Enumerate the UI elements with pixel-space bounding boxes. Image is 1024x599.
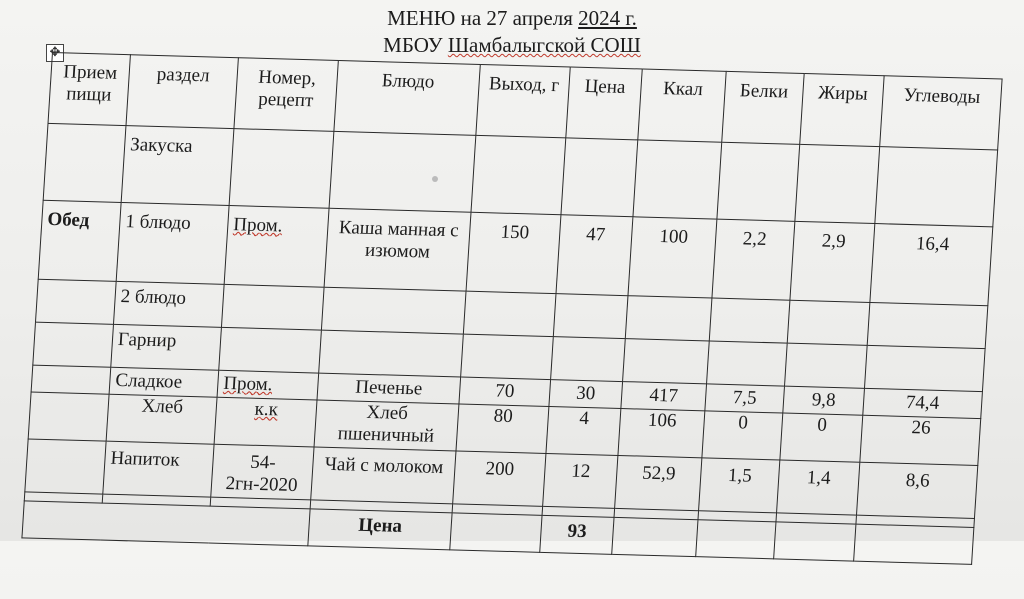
cell-kcal: 106 bbox=[618, 409, 705, 458]
menu-table bbox=[21, 52, 1002, 565]
cell-yield bbox=[450, 513, 542, 552]
cell-price: 12 bbox=[543, 453, 618, 508]
cell-recipe bbox=[219, 327, 322, 373]
cell-section: 2 блюдо bbox=[113, 281, 224, 327]
cell-price bbox=[561, 138, 638, 217]
cell-recipe bbox=[229, 129, 334, 209]
cell-fat bbox=[787, 300, 870, 345]
cell-meal bbox=[33, 322, 114, 367]
col-header-fat: Жиры bbox=[800, 74, 884, 147]
cell-carbs: 26 bbox=[860, 415, 981, 465]
total-label: Цена bbox=[308, 509, 452, 550]
cell-kcal: 100 bbox=[628, 217, 717, 298]
cell-section: Гарнир bbox=[111, 324, 222, 370]
col-header-yield: Выход, г bbox=[476, 64, 570, 137]
cell-section: Напиток bbox=[103, 441, 214, 497]
cell-fat: 0 bbox=[780, 413, 863, 462]
cell-recipe: Пром. bbox=[224, 206, 329, 288]
cell-fat bbox=[785, 343, 868, 388]
col-header-dish: Блюдо bbox=[334, 60, 480, 135]
school-title-prefix: МБОУ bbox=[383, 33, 448, 57]
cell-price: 4 bbox=[546, 407, 621, 456]
cell-dish: Хлеб пшеничный bbox=[314, 400, 459, 451]
cell-protein: 2,2 bbox=[712, 219, 795, 300]
cell-meal bbox=[28, 392, 109, 441]
cell-recipe: 54-2гн-2020 bbox=[211, 444, 314, 500]
cell-yield: 200 bbox=[453, 451, 546, 506]
cell-dish bbox=[329, 131, 476, 212]
cell-section: Хлеб bbox=[106, 394, 217, 444]
cell-kcal: 52,9 bbox=[615, 455, 702, 510]
cell-meal bbox=[25, 439, 106, 494]
cell-meal bbox=[43, 123, 126, 202]
cell-section: 1 блюдо bbox=[116, 202, 229, 284]
total-value: 93 bbox=[540, 515, 614, 554]
cell-fat bbox=[774, 522, 856, 561]
cell-kcal bbox=[623, 339, 710, 384]
cell-dish: Чай с молоком bbox=[311, 447, 456, 504]
cell-section: Закуска bbox=[121, 126, 234, 206]
cell-price bbox=[553, 294, 628, 339]
cell-yield bbox=[461, 334, 554, 379]
cell-protein: 0 bbox=[702, 411, 783, 460]
cell-yield: 70 bbox=[459, 377, 551, 406]
cell-yield bbox=[471, 135, 566, 214]
cell-protein bbox=[696, 520, 776, 559]
cell-recipe bbox=[221, 284, 324, 330]
cell-total-blank bbox=[22, 501, 310, 546]
cell-kcal bbox=[625, 296, 712, 341]
cell-dish: Печенье bbox=[317, 373, 461, 404]
cell-recipe: Пром. bbox=[217, 370, 319, 400]
cell-recipe: к.к bbox=[214, 397, 317, 447]
cell-carbs: 8,6 bbox=[856, 462, 977, 518]
col-header-recipe: Номер, рецепт bbox=[234, 58, 338, 132]
cell-carbs bbox=[867, 302, 988, 348]
col-header-price: Цена bbox=[566, 67, 642, 140]
cell-carbs: 16,4 bbox=[870, 224, 993, 306]
cell-yield: 150 bbox=[466, 212, 561, 293]
school-title bbox=[0, 33, 1024, 57]
cell-fat bbox=[795, 144, 880, 223]
cell-meal: Обед bbox=[38, 200, 121, 281]
cell-fat: 1,4 bbox=[777, 460, 860, 515]
menu-year: 2024 г. bbox=[578, 6, 637, 30]
cell-fat: 9,8 bbox=[783, 386, 865, 415]
cell-carbs bbox=[854, 524, 974, 564]
cell-yield: 80 bbox=[456, 404, 549, 453]
menu-title bbox=[0, 6, 1024, 30]
cell-dish: Каша манная с изюмом bbox=[324, 208, 471, 291]
cell-kcal bbox=[612, 517, 698, 556]
col-header-carbs: Углеводы bbox=[880, 76, 1002, 150]
cell-carbs bbox=[875, 147, 998, 227]
school-name: Шамбалыгской СОШ bbox=[447, 33, 641, 57]
cell-fat: 2,9 bbox=[790, 221, 875, 302]
cell-meal bbox=[31, 365, 111, 394]
cell-kcal: 417 bbox=[621, 382, 707, 411]
cell-protein: 7,5 bbox=[705, 384, 785, 413]
table-move-handle-icon[interactable]: ✥ bbox=[46, 44, 64, 62]
cell-meal bbox=[36, 279, 117, 324]
cell-kcal bbox=[633, 140, 722, 219]
cell-carbs: 74,4 bbox=[863, 388, 983, 418]
menu-title-prefix: МЕНЮ на 27 апреля bbox=[387, 6, 579, 30]
cell-protein bbox=[717, 142, 800, 221]
cell-yield bbox=[463, 291, 556, 336]
cell-dish bbox=[321, 287, 466, 334]
cell-section: Сладкое bbox=[109, 367, 219, 397]
cell-price: 47 bbox=[556, 215, 633, 296]
cell-price bbox=[551, 337, 626, 382]
col-header-protein: Белки bbox=[722, 71, 804, 144]
cell-protein bbox=[709, 298, 790, 343]
cell-carbs bbox=[864, 345, 985, 391]
cell-protein: 1,5 bbox=[699, 458, 780, 513]
menu-table-wrap bbox=[19, 52, 1024, 599]
cell-price: 30 bbox=[549, 380, 623, 409]
cell-protein bbox=[707, 341, 788, 386]
col-header-kcal: Ккал bbox=[638, 69, 726, 142]
col-header-section: раздел bbox=[126, 55, 238, 129]
cell-dish bbox=[319, 330, 464, 377]
col-header-meal: Прием пищи bbox=[48, 53, 130, 126]
